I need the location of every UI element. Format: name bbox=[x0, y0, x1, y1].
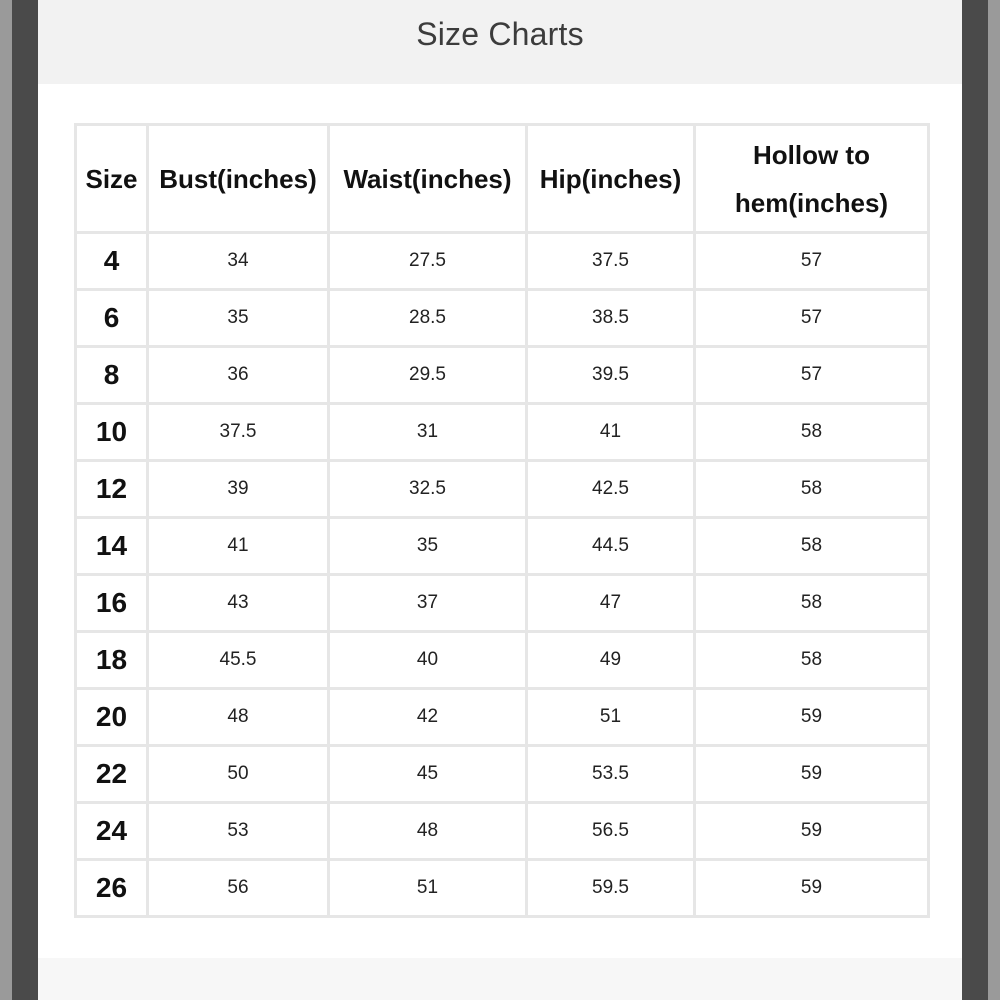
size-cell: 20 bbox=[76, 689, 148, 746]
column-header-waist: Waist(inches) bbox=[329, 125, 527, 233]
hip-cell: 42.5 bbox=[527, 461, 695, 518]
bust-cell: 53 bbox=[148, 803, 329, 860]
size-cell: 10 bbox=[76, 404, 148, 461]
size-cell: 22 bbox=[76, 746, 148, 803]
hollow-to-hem-cell: 58 bbox=[695, 404, 929, 461]
bust-cell: 45.5 bbox=[148, 632, 329, 689]
table-row bbox=[76, 290, 929, 347]
size-cell: 14 bbox=[76, 518, 148, 575]
waist-cell: 45 bbox=[329, 746, 527, 803]
hip-cell: 44.5 bbox=[527, 518, 695, 575]
hip-cell: 56.5 bbox=[527, 803, 695, 860]
column-header-bust: Bust(inches) bbox=[148, 125, 329, 233]
table-row bbox=[76, 233, 929, 290]
waist-cell: 27.5 bbox=[329, 233, 527, 290]
size-cell: 18 bbox=[76, 632, 148, 689]
table-row bbox=[76, 689, 929, 746]
bust-cell: 50 bbox=[148, 746, 329, 803]
size-cell: 6 bbox=[76, 290, 148, 347]
size-cell: 12 bbox=[76, 461, 148, 518]
hollow-to-hem-cell: 59 bbox=[695, 689, 929, 746]
hollow-to-hem-cell: 57 bbox=[695, 347, 929, 404]
waist-cell: 28.5 bbox=[329, 290, 527, 347]
bust-cell: 41 bbox=[148, 518, 329, 575]
hollow-to-hem-cell: 58 bbox=[695, 518, 929, 575]
waist-cell: 35 bbox=[329, 518, 527, 575]
table-header-row bbox=[76, 125, 929, 233]
bust-cell: 34 bbox=[148, 233, 329, 290]
hip-cell: 53.5 bbox=[527, 746, 695, 803]
bust-cell: 43 bbox=[148, 575, 329, 632]
window-right-edge bbox=[988, 0, 1000, 1000]
hollow-to-hem-cell: 58 bbox=[695, 632, 929, 689]
bust-cell: 56 bbox=[148, 860, 329, 917]
hip-cell: 47 bbox=[527, 575, 695, 632]
waist-cell: 37 bbox=[329, 575, 527, 632]
table-row bbox=[76, 518, 929, 575]
bust-cell: 39 bbox=[148, 461, 329, 518]
hip-cell: 51 bbox=[527, 689, 695, 746]
window-left-edge bbox=[0, 0, 12, 1000]
panel-header bbox=[38, 0, 962, 84]
hollow-to-hem-cell: 57 bbox=[695, 290, 929, 347]
hip-cell: 39.5 bbox=[527, 347, 695, 404]
bust-cell: 36 bbox=[148, 347, 329, 404]
hollow-to-hem-cell: 58 bbox=[695, 461, 929, 518]
table-row bbox=[76, 404, 929, 461]
column-header-hip: Hip(inches) bbox=[527, 125, 695, 233]
waist-cell: 48 bbox=[329, 803, 527, 860]
waist-cell: 42 bbox=[329, 689, 527, 746]
size-cell: 24 bbox=[76, 803, 148, 860]
waist-cell: 31 bbox=[329, 404, 527, 461]
hollow-to-hem-cell: 58 bbox=[695, 575, 929, 632]
hip-cell: 37.5 bbox=[527, 233, 695, 290]
hollow-to-hem-cell: 57 bbox=[695, 233, 929, 290]
hip-cell: 59.5 bbox=[527, 860, 695, 917]
panel-footer bbox=[38, 958, 962, 1000]
page-title: Size Charts bbox=[416, 15, 584, 52]
waist-cell: 29.5 bbox=[329, 347, 527, 404]
table-row bbox=[76, 803, 929, 860]
table-row bbox=[76, 860, 929, 917]
waist-cell: 51 bbox=[329, 860, 527, 917]
bust-cell: 37.5 bbox=[148, 404, 329, 461]
hip-cell: 38.5 bbox=[527, 290, 695, 347]
size-chart-table bbox=[74, 123, 930, 918]
hollow-to-hem-cell: 59 bbox=[695, 746, 929, 803]
size-cell: 4 bbox=[76, 233, 148, 290]
table-row bbox=[76, 632, 929, 689]
bust-cell: 48 bbox=[148, 689, 329, 746]
hip-cell: 49 bbox=[527, 632, 695, 689]
hip-cell: 41 bbox=[527, 404, 695, 461]
waist-cell: 40 bbox=[329, 632, 527, 689]
table-row bbox=[76, 347, 929, 404]
table-row bbox=[76, 575, 929, 632]
table-row bbox=[76, 746, 929, 803]
size-cell: 16 bbox=[76, 575, 148, 632]
bust-cell: 35 bbox=[148, 290, 329, 347]
size-cell: 8 bbox=[76, 347, 148, 404]
waist-cell: 32.5 bbox=[329, 461, 527, 518]
size-cell: 26 bbox=[76, 860, 148, 917]
hollow-to-hem-cell: 59 bbox=[695, 860, 929, 917]
column-header-hollow-to-hem: Hollow to hem(inches) bbox=[695, 125, 929, 233]
hollow-to-hem-cell: 59 bbox=[695, 803, 929, 860]
table-row bbox=[76, 461, 929, 518]
column-header-size: Size bbox=[76, 125, 148, 233]
